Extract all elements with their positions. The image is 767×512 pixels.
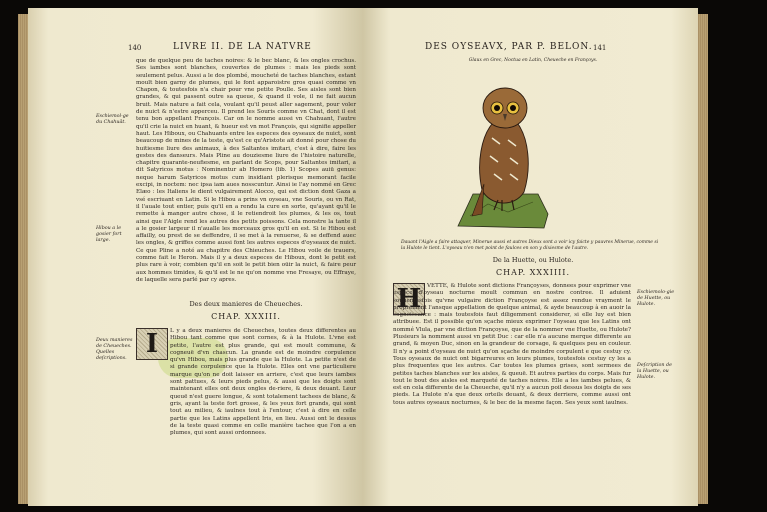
right-body-text (393, 283, 631, 433)
right-margin-note-2: Deſcription de la Huette, ou Hulote. (637, 363, 672, 380)
left-chapter-paragraph: L y a deux manieres de Cheueches, toutes deux differentes au Hibou tant comme que sont cornes, & à la Hulote. L'vne est petite, l'autre est plus grande, qui est moult commune, & cogneuë d'vn chascun. La grande est de moindre corpulence qu'vn Hibou, mais plus grande que la Hulote. La petite n'est de si grande corpulence que la Hulote. Elles ont vne particuliere marque qu'on ne doit laisser en arriere, c'est que leurs iambes sont pattues, & leurs pieds pelus, & aussi que les doigts sont maintenant elles ont deux ongles de-riere, & deux deuant. Leur queuë n'est guere longue, & sont totalement tachees de blanc, & gris, ayant la teste fort grosse, & les yeux fort grands, qui sont tout au milieu, & iaulnes tout à l'entour, c'est à dire en celle partie que les Latins appellent Iris, en lieu. Aussi ont le dessus de la teste quasi comme en celle manière tachee que l'on a en plumes, qui sont aussi ordonnees. (170, 328, 356, 437)
left-page (28, 8, 363, 506)
left-margin-note-2: Hibou a le gosier fort large. (96, 226, 122, 243)
right-margin-note-1: Eschiemolo-gie de Huette, ou Hulote. (637, 290, 675, 307)
right-page-number: 141 (593, 44, 607, 52)
figure-caption-bottom: Dauant l'Aigle a faire attaquer, Minerue aussi et autres Dieux sont a voir icy faicte y pauvres Minerue, comme si la Hulote le tient. L'oyseau n'en met point de faulces en son y dixiesme de l'autre. (401, 240, 659, 251)
left-subheading: Des deux manieres de Cheueches. (189, 300, 303, 308)
right-dropcap: H (393, 283, 425, 315)
right-running-head: DES OYSEAVX, PAR P. BELON. (425, 42, 593, 52)
left-margin-note-1: Eschiemol-ge du Chahuāt. (96, 114, 129, 125)
right-chapter-title: CHAP. XXXIIII. (496, 268, 570, 277)
left-paragraph: que de quelque peu de taches noires: & le bec blanc, & les ongles crochus. Ses iambes sont blanches, couvertes de plumes : mais les pieds sont seulement pelus. Aussi a le dos plombé, moucheté de taches blanches, estant moult bien garny de plumes, qui le font apparoistre gros quasi comme vn Chapon, & toutesfois n'a chair pour vne petite Poulle. Ses aisles sont bien grandes, & qui passent outre sa queue, & quand il vole, il ne fait aucun bruit. Mais nature a fait cela, voulant qu'il peust aller sagement, pour voler de nuict & n'estre apperceu. Il prend les Souris comme vn Chat, dont il est tenu bon appellant François. Car on le nomme aussi vn Chahuant, l'autre qu'il crie la nuict en huant, & hueur est vn mot François, qui signifie appeller haut. Les Hiboux, ou Chahuants entre les especes des oyseaux de nuict, sont beaucoup de mines de la teste, qu'est ce qu'Aristote ait donné pour chose du huitiesme liure des animaux, à des Saltantes imitari, c'est à dire, faire les gestes des danseurs. Mais Pline au douziesme liure de l'histoire naturelle, chapitre quarante-neufiesme, en parlant de Scops, pour Saltantes imitari, a dit Satyricos motus : Nominentur ab Homero (lib. 1) Scopes auiū genus: neque harum Satyricos motus cum insidiant plerisque memorant facile excipi, in noctem: nec ipsa iam aues nosscuntur. Ainsi ie l'ay nommé en Grec Elæo : les Italiens le dient vulgairement Alocco, qui est diction dont Gaza a vsé escriuant en Latin. Si le Hibou a prins vn oyseau, vne Souris, ou vn Rat, il l'auale tout entier, puis qu'il en a rendu la cure en sorte, qu'ayant qu'il le remette à manger autre chose, il le retiendroit les plumes, & les os, tout ainsi que l'Aigle rend les autres des petits poissons. Cela monstre la tante il a le gosier largeur il n'aualle les morceaux gros qu'il en est. Si le Hibou est affailly, ou prest de se deffendre, il se met à la renuerse, & se deffend auec les ongles, & griffes comme aussi font les autres especes d'oyseaux de nuict. Ce que Pline a noté au chapitre des Chieuches. Le Hibou voile de trauers, comme fait le Heron. Mais il y a deux especes de Hiboux, dont le petit est plus rare à voir, combien qu'il en soit le petit bien oüir la nuict, & faire peur aux hommes timides, & qu'il est le ne qu'on nomme vne Fresaye, ou Effraye, de laquelle sera parlé par cy apres. (136, 58, 357, 283)
owl-illustration (448, 66, 558, 236)
figure-caption-top: Glaux en Grec, Noctua en Latin, Cheueche en Françoys. (468, 58, 598, 63)
open-book (18, 8, 698, 506)
left-dropcap: I (136, 328, 168, 360)
left-body-text (136, 58, 356, 294)
left-chapter-body (170, 328, 356, 438)
left-margin-note-3: Deux manieres de Cheueches. Quelles deſcriptions. (96, 338, 133, 361)
left-running-head: LIVRE II. DE LA NATVRE (173, 42, 312, 52)
left-page-number: 140 (128, 44, 142, 52)
right-page (363, 8, 698, 506)
right-paragraph: VETTE, & Hulote sont dictions Françoyses, donnees pour exprimer vne espece d'oyseau nocturne moult commun en nostre contree. Il aduient souuentesfois qu'vne vulgaire diction Françoyse est assez rendue vrayment le proprement l'ansque appellation de quelque animal, & ayde beaucoup à en auoir la cognoissance : mais toutesfois faut diligemment considerer, si elle luy est bien attribuee. Est il possible qu'on sçache mieux exprimer l'oyseau que les Latins ont nommé Vlula, par vne diction Françoyse, que de la nommer vne Huette, ou Hulote? Plusieurs la nomment aussi vn petit Duc : car elle n'a aucune merque differente au grand, & moyen Duc, sinon en la grandeur de corsage, & quelques peu en couleur. Il n'y a point d'oyseau de nuict qu'on sçache de moindre corpulent e que cestuy cy. Tous oyseaux de nuict ont bigarreures en leurs plumes, toutesfois cestuy cy les a plus frequentes que les autres. Car toutes les plumes grises, sont sermees de petites taches blanches sur les aisles, & queuë. Et autres parties du corps. Mais fur tout le bout des aisles est marqueté de taches noires. Elle a les iambes pelues, & est en cela differente de la Cheueche, qu'il n'y a aucun poil dessus les doigts de ses pieds. La Hulote n'a que deux orteils deuant, & deux derriere, comme aussi ont tous autres oyseaux nocturnes, & le bec de la mesme façon. Ses yeux sont iaulnes. (393, 283, 631, 406)
left-chapter-title: CHAP. XXXIII. (211, 312, 281, 321)
right-subheading: De la Huette, ou Hulote. (492, 256, 574, 264)
